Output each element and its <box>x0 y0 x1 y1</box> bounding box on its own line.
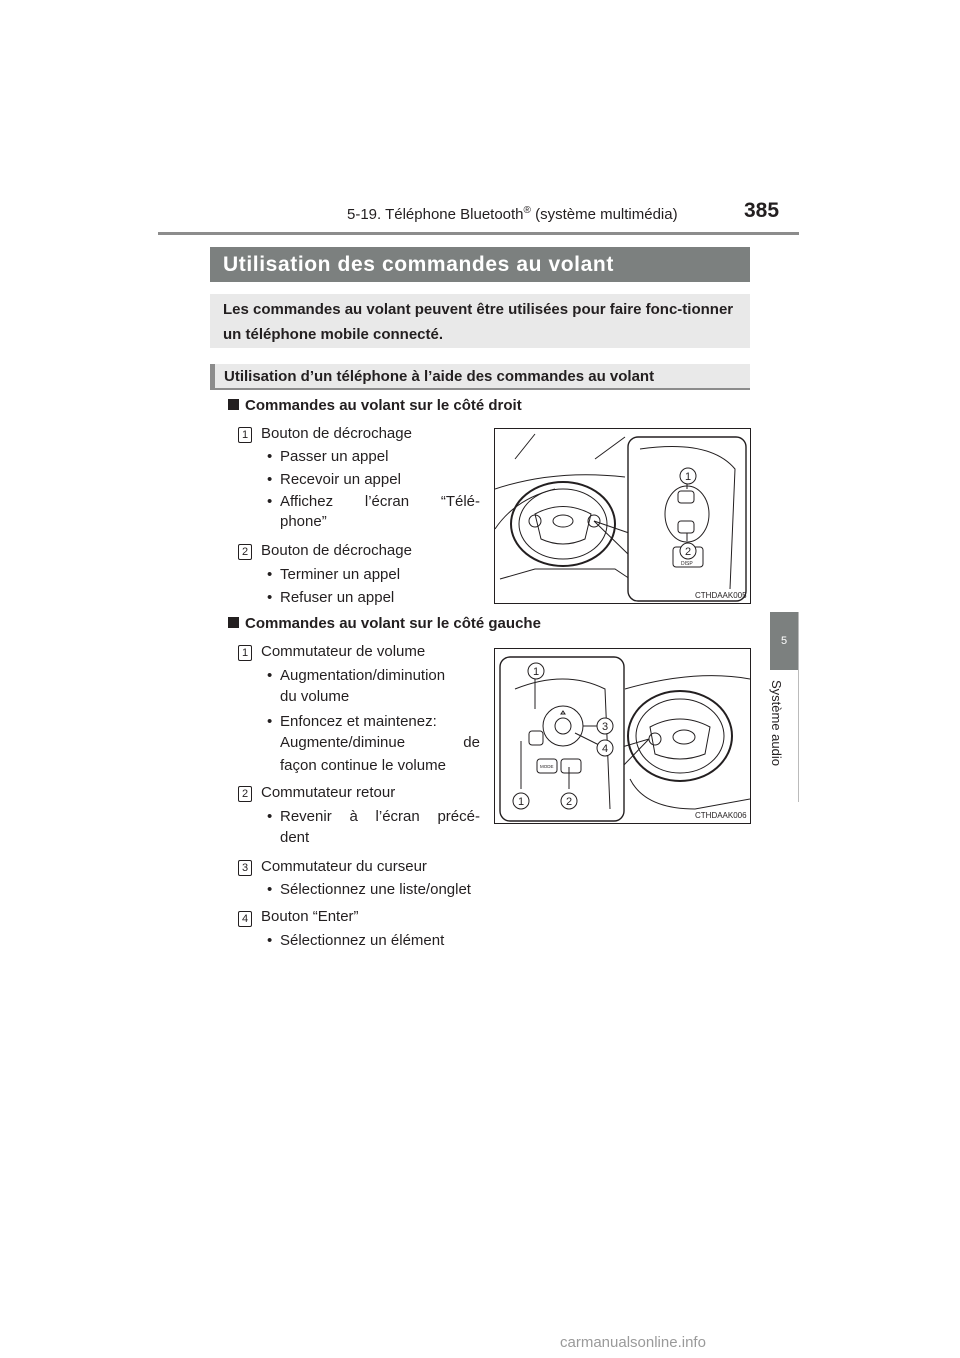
left-item-3-bullets <box>262 879 502 902</box>
page-title: Utilisation des commandes au volant <box>210 247 750 282</box>
list-item: • Enfoncez et maintenez: <box>262 711 480 734</box>
left-controls-figure <box>494 648 751 824</box>
svg-text:3: 3 <box>601 721 609 733</box>
heading-square-icon <box>228 617 239 628</box>
callout-2 <box>680 543 696 559</box>
right-item-1-bullets <box>262 446 480 514</box>
callout-2 <box>561 793 577 809</box>
left-item-1-number: 1 <box>238 645 252 661</box>
callout-1 <box>528 663 544 679</box>
right-item-1-label: Bouton de décrochage <box>261 425 412 442</box>
svg-text:2: 2 <box>565 796 573 808</box>
steering-wheel-left-illustration <box>495 649 750 823</box>
left-item-1-bullets-b <box>262 711 480 734</box>
list-item: • Passer un appel <box>262 446 480 469</box>
right-item-1-number: 1 <box>238 427 252 443</box>
figure-code: CTHDAAK006 <box>695 811 747 820</box>
list-item: • Terminer un appel <box>262 564 480 587</box>
callout-1b <box>513 793 529 809</box>
left-item-1-continuation-c: façon continue le volume <box>280 757 446 774</box>
header-rule <box>158 232 799 235</box>
right-controls-figure <box>494 428 751 604</box>
watermark: carmanualsonline.info <box>560 1334 706 1351</box>
list-item: • Augmentation/diminution <box>262 665 480 688</box>
svg-text:1: 1 <box>517 796 525 808</box>
subsection-title: Utilisation d’un téléphone à l’aide des commandes au volant <box>210 364 750 390</box>
intro-box <box>210 294 750 348</box>
left-item-2-number: 2 <box>238 786 252 802</box>
list-item: • Refuser un appel <box>262 587 480 610</box>
callout-1 <box>680 468 696 484</box>
list-item: • Revenir à l’écran précé- <box>262 806 480 829</box>
callout-4 <box>597 740 613 756</box>
svg-text:4: 4 <box>601 743 609 755</box>
list-item: • Affichez l’écran “Télé- <box>262 491 480 514</box>
left-item-3-label: Commutateur du curseur <box>261 858 427 875</box>
intro-text: Les commandes au volant peuvent être utilisées pour faire fonc-tionner un téléphone mobile connecté. <box>223 301 734 343</box>
svg-text:2: 2 <box>684 546 692 558</box>
section-header: 5-19. Téléphone Bluetooth® (système multimédia) <box>347 205 678 223</box>
right-item-2-number: 2 <box>238 544 252 560</box>
svg-text:1: 1 <box>684 471 692 483</box>
page-number: 385 <box>744 199 780 222</box>
chapter-label: Système audio <box>769 680 784 766</box>
right-item-1-bullet-continuation: phone” <box>280 513 327 530</box>
heading-square-icon <box>228 399 239 410</box>
left-item-1-continuation-b: Augmente/diminue de <box>280 734 480 751</box>
left-controls-heading: Commandes au volant sur le côté gauche <box>228 615 541 632</box>
left-item-4-number: 4 <box>238 911 252 927</box>
svg-text:1: 1 <box>532 666 540 678</box>
callout-3 <box>597 718 613 734</box>
right-item-2-bullets <box>262 564 480 609</box>
left-item-2-label: Commutateur retour <box>261 784 396 801</box>
chapter-tab[interactable]: 5 <box>770 612 798 670</box>
left-item-1-continuation: du volume <box>280 688 350 705</box>
list-item: • Sélectionnez un élément <box>262 930 502 953</box>
steering-wheel-right-illustration <box>495 429 750 603</box>
left-item-2-continuation: dent <box>280 829 310 846</box>
list-item: • Recevoir un appel <box>262 469 480 492</box>
left-item-4-label: Bouton “Enter” <box>261 908 359 925</box>
left-item-3-number: 3 <box>238 860 252 876</box>
side-rule <box>798 612 799 802</box>
figure-code: CTHDAAK005 <box>695 591 747 600</box>
right-controls-heading: Commandes au volant sur le côté droit <box>228 397 522 414</box>
list-item: • Sélectionnez une liste/onglet <box>262 879 502 902</box>
left-item-1-label: Commutateur de volume <box>261 643 426 660</box>
left-item-4-bullets <box>262 930 502 953</box>
left-item-2-bullets <box>262 806 480 829</box>
right-item-2-label: Bouton de décrochage <box>261 542 412 559</box>
left-item-1-bullets <box>262 665 480 688</box>
disp-button-label: DISP <box>681 561 693 567</box>
mode-button-label: MODE <box>540 764 554 769</box>
